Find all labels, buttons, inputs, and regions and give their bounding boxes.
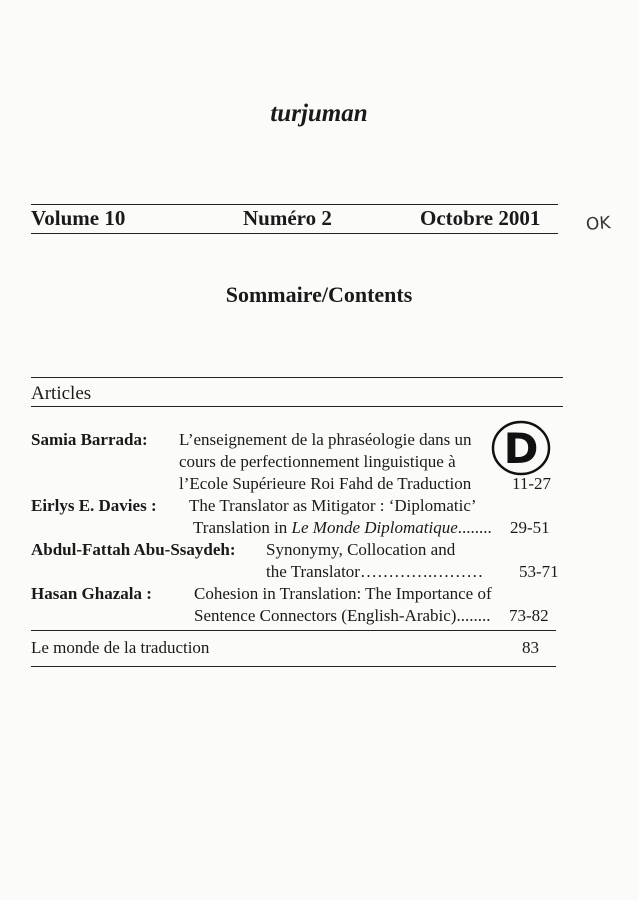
stamp-letter: D [503, 424, 539, 473]
issue-volume: Volume 10 [31, 206, 126, 230]
article-1-author: Samia Barrada: [31, 430, 148, 449]
article-3-title-line-2 [266, 562, 483, 582]
issue-rule-bottom [31, 233, 558, 234]
article-4-title-line-1: Cohesion in Translation: The Importance of [194, 584, 492, 603]
article-4-pages: 73-82 [509, 606, 549, 625]
issue-rule-top [31, 204, 558, 205]
article-3-pages: 53-71 [519, 562, 559, 581]
article-3-title-line-1: Synonymy, Collocation and [266, 540, 456, 559]
article-1-title-line-1: L’enseignement de la phraséologie dans un [179, 430, 472, 449]
issue-number: Numéro 2 [243, 206, 332, 230]
article-1-pages: 11-27 [512, 474, 552, 493]
section-rule-top [31, 377, 563, 378]
contents-heading: Sommaire/Contents [225, 282, 413, 307]
footer-rule-bottom [31, 666, 556, 667]
footer-rule-top [31, 630, 556, 631]
article-4-title-line-2 [194, 606, 490, 626]
article-1-title-line-3: l’Ecole Supérieure Roi Fahd de Traduction [179, 474, 472, 493]
article-4-author: Hasan Ghazala : [31, 584, 152, 603]
article-2-pages: 29-51 [510, 518, 550, 537]
issue-date: Octobre 2001 [420, 206, 541, 230]
section-label-articles: Articles [31, 383, 92, 404]
article-2-title-italic: Le Monde Diplomatique [291, 518, 458, 537]
journal-title: turjuman [270, 100, 368, 127]
article-3-leader: ………….……… [359, 562, 484, 581]
article-3-title-plain: the Translator [266, 562, 360, 581]
article-2-leader: ........ [457, 518, 492, 537]
d-stamp-icon [487, 418, 555, 480]
article-3-author: Abdul-Fattah Abu-Ssaydeh: [31, 540, 236, 559]
article-2-title-line-1: The Translator as Mitigator : ‘Diplomatic’ [189, 496, 477, 515]
section-rule-bottom [31, 406, 563, 407]
footer-entry-page: 83 [522, 638, 539, 657]
article-1-title-line-2: cours de perfectionnement linguistique à [179, 452, 456, 471]
article-2-title-line-2 [193, 518, 492, 538]
article-2-title-plain: Translation in [193, 518, 292, 537]
article-2-author: Eirlys E. Davies : [31, 496, 157, 515]
footer-entry-title: Le monde de la traduction [31, 638, 210, 657]
article-4-leader: ........ [456, 606, 491, 625]
handwritten-note: OK [585, 213, 612, 235]
article-4-title-plain: Sentence Connectors (English-Arabic) [194, 606, 457, 625]
